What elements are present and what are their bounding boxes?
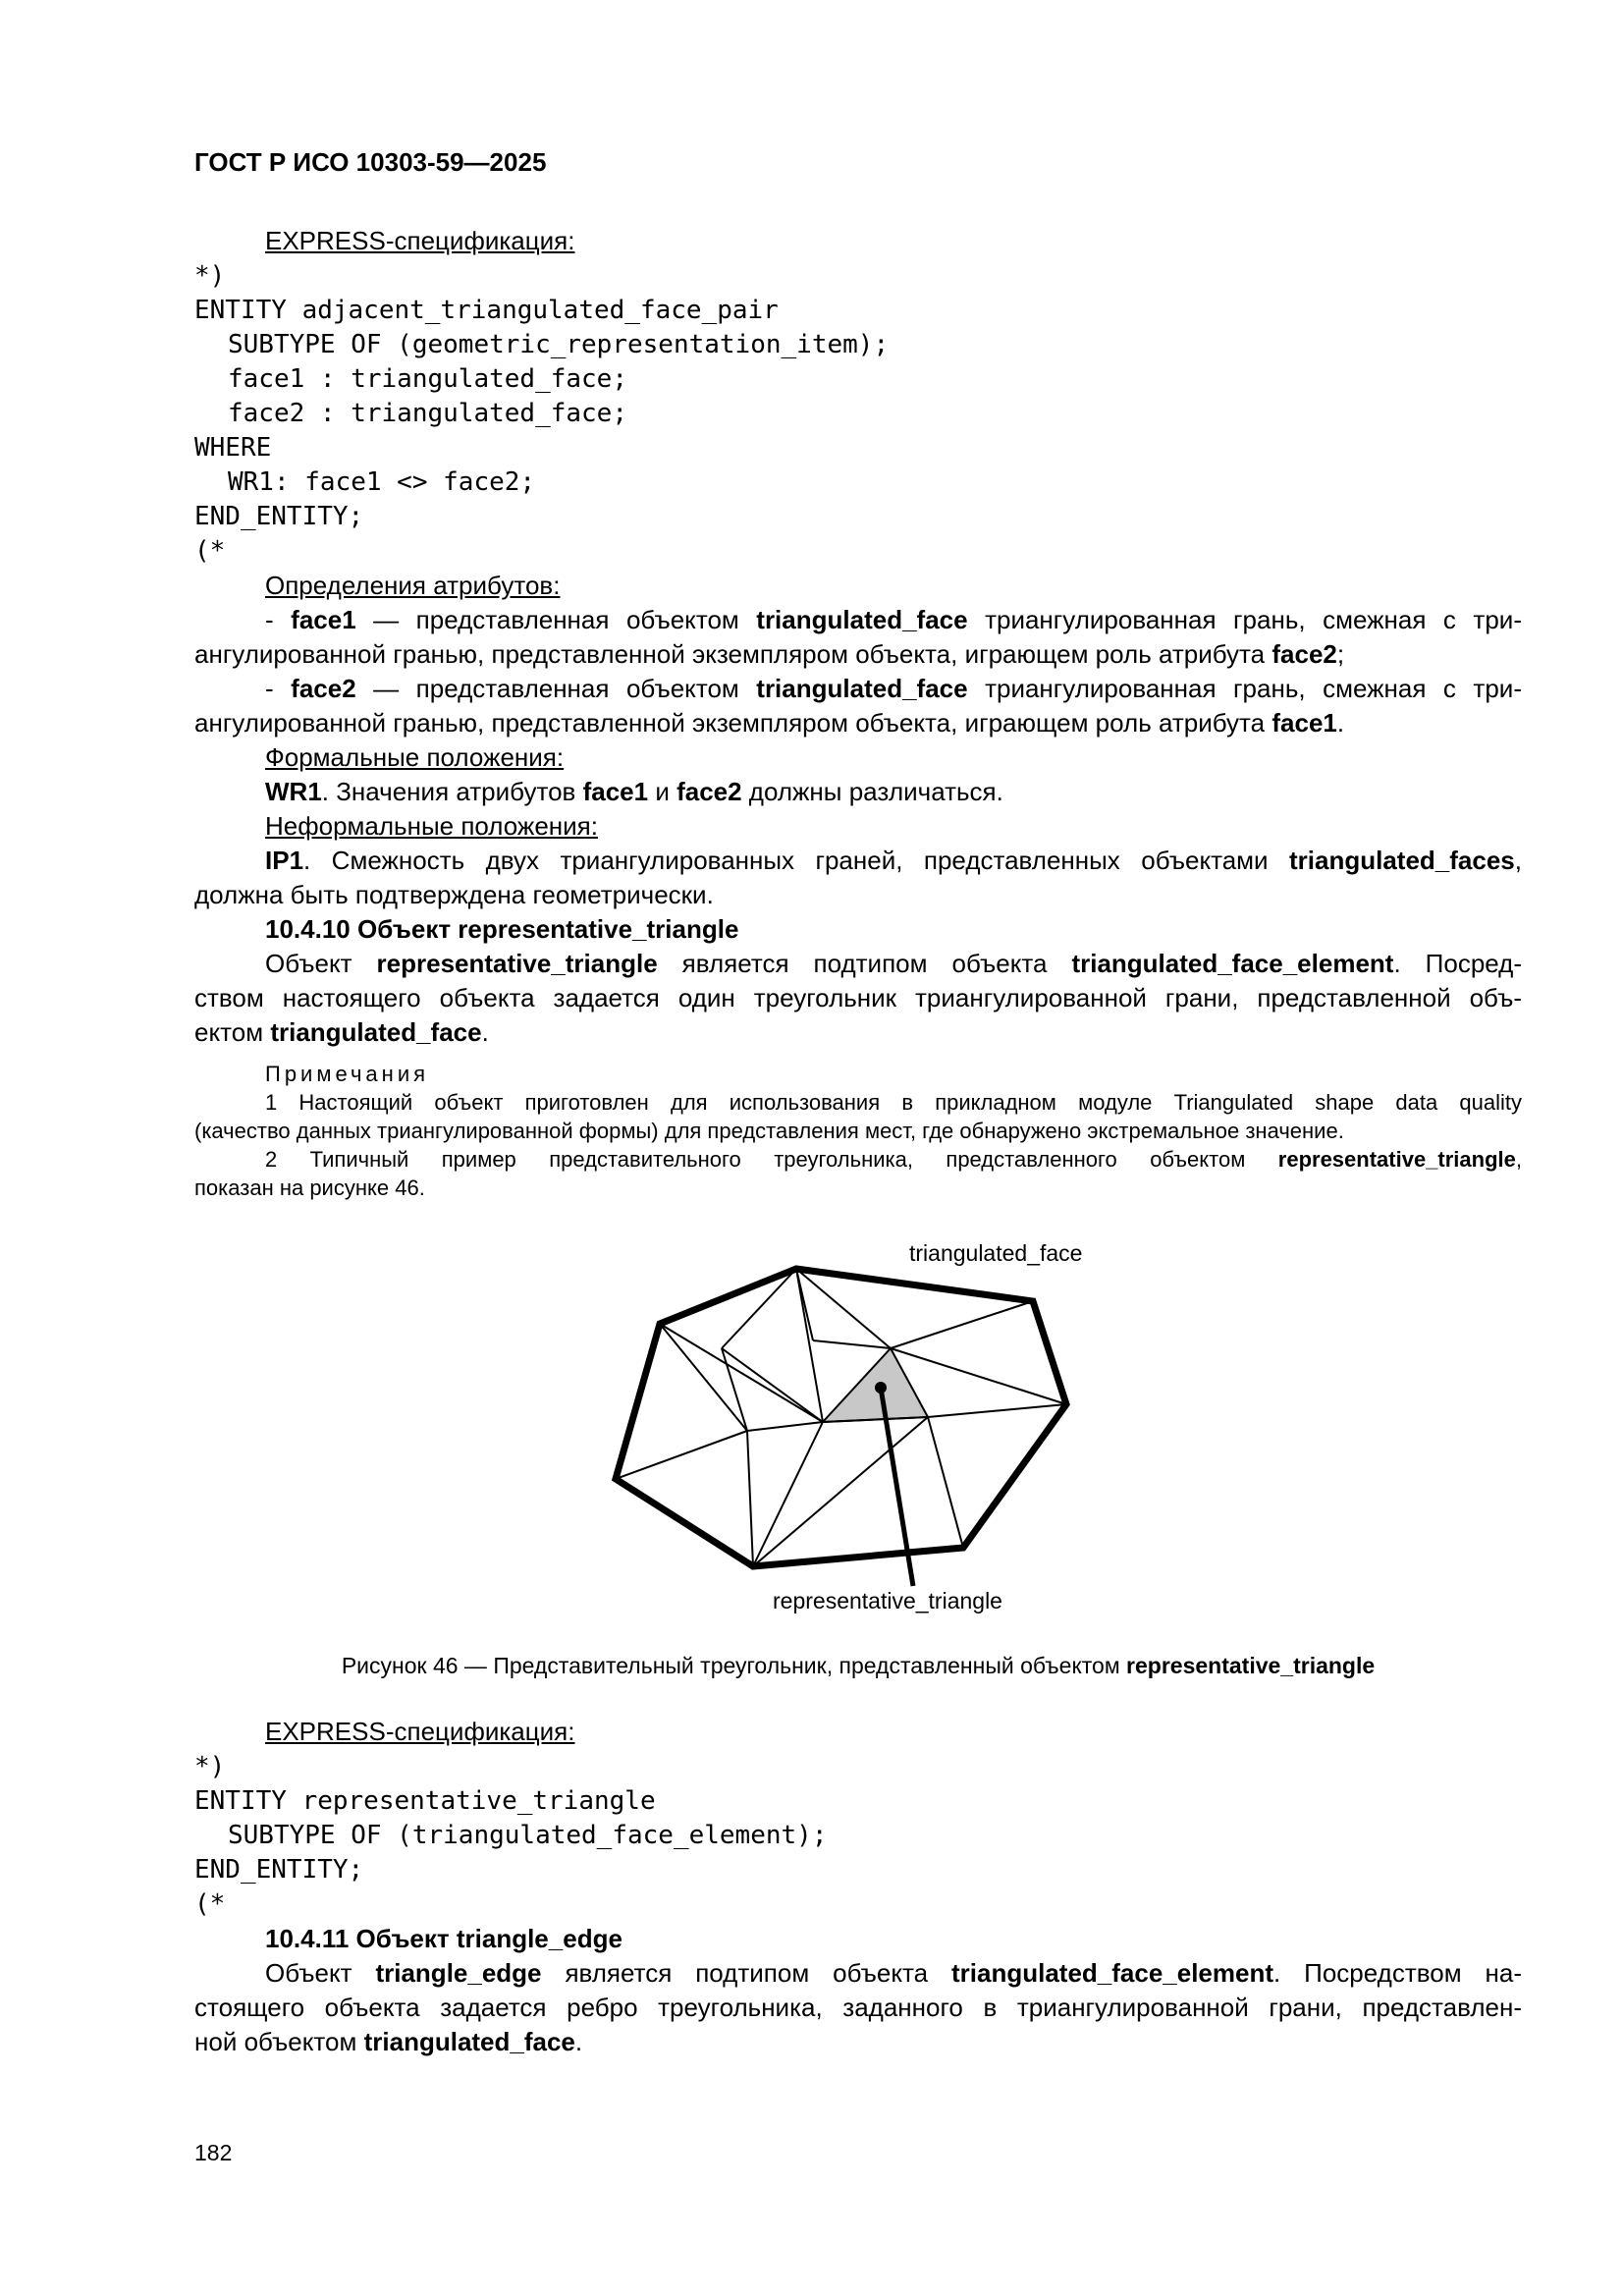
section-10-4-11-line2: стоящего объекта задается ребро треугольника, заданного в триангулированной грани, представлен- bbox=[194, 1993, 1522, 2022]
note-1-line2: (качество данных триангулированной формы) для представления мест, где обнаружено экстремальное значение. bbox=[194, 1119, 1344, 1143]
note-1-line1: 1 Настоящий объект приготовлен для использования в прикладном модуле Triangulated shape data quality bbox=[265, 1090, 1522, 1115]
informal-rule-line2: должна быть подтверждена геометрически. bbox=[194, 880, 714, 909]
attr-face2-line2: ангулированной гранью, представленной экземпляром объекта, играющем роль атрибута face1. bbox=[194, 708, 1345, 738]
code-line: face2 : triangulated_face; bbox=[228, 399, 627, 428]
code-line: face1 : triangulated_face; bbox=[228, 364, 627, 394]
section-10-4-11-line1: Объект triangle_edge является подтипом объекта triangulated_face_element. Посредством на- bbox=[265, 1958, 1522, 1988]
attributes-heading: Определения атрибутов: bbox=[265, 571, 561, 600]
note-2-line2: показан на рисунке 46. bbox=[194, 1175, 425, 1200]
attr-face1-line2: ангулированной гранью, представленной экземпляром объекта, играющем роль атрибута face2; bbox=[194, 639, 1345, 669]
informal-heading: Неформальные положения: bbox=[265, 811, 598, 841]
page-number: 182 bbox=[194, 2140, 233, 2165]
representative-triangle-shape bbox=[823, 1348, 928, 1422]
formal-rule: WR1. Значения атрибутов face1 и face2 должны различаться. bbox=[265, 777, 1003, 806]
document-header: ГОСТ Р ИСО 10303-59—2025 bbox=[194, 147, 547, 177]
express-spec-label-2: EXPRESS-спецификация: bbox=[265, 1717, 575, 1746]
figure-caption: Рисунок 46 — Представительный треугольник, представленный объектом representative_triangle bbox=[341, 1653, 1376, 1678]
code-line: SUBTYPE OF (geometric_representation_item); bbox=[228, 330, 890, 359]
code-line: (* bbox=[194, 536, 226, 566]
code-line: (* bbox=[194, 1889, 226, 1919]
triangulated-face-figure bbox=[589, 1228, 1139, 1620]
express-spec-label: EXPRESS-спецификация: bbox=[265, 226, 575, 255]
section-heading-10-4-11: 10.4.11 Объект triangle_edge bbox=[265, 1924, 622, 1953]
section-heading-10-4-10: 10.4.10 Объект representative_triangle bbox=[265, 914, 739, 944]
code-line: END_ENTITY; bbox=[194, 502, 364, 531]
code-line: ENTITY adjacent_triangulated_face_pair bbox=[194, 296, 779, 325]
code-line: *) bbox=[194, 1752, 226, 1781]
code-line: WR1: face1 <> face2; bbox=[228, 467, 536, 497]
section-10-4-10-line2: ством настоящего объекта задается один треугольник триангулированной грани, представленной объ- bbox=[194, 983, 1522, 1012]
attr-face2-line1: - face2 — представленная объектом triangulated_face триангулированная грань, смежная с три- bbox=[265, 674, 1522, 703]
code-line: *) bbox=[194, 261, 226, 291]
section-10-4-10-line3: ектом triangulated_face. bbox=[194, 1017, 489, 1047]
formal-heading: Формальные положения: bbox=[265, 742, 565, 772]
code-line: END_ENTITY; bbox=[194, 1855, 364, 1885]
attr-face1-line1: - face1 — представленная объектом triangulated_face триангулированная грань, смежная с три- bbox=[265, 605, 1522, 634]
section-10-4-10-line1: Объект representative_triangle является подтипом объекта triangulated_face_element. Посред- bbox=[265, 949, 1522, 978]
label-representative-triangle: representative_triangle bbox=[773, 1588, 1002, 1613]
informal-rule-line1: IP1. Смежность двух триангулированных граней, представленных объектами triangulated_faces, bbox=[265, 846, 1522, 875]
section-10-4-11-line3: ной объектом triangulated_face. bbox=[194, 2027, 583, 2056]
code-line: WHERE bbox=[194, 433, 272, 463]
notes-title: Примечания bbox=[265, 1062, 430, 1086]
note-2-line1: 2 Типичный пример представительного треугольника, представленного объектом representative_triangle, bbox=[265, 1147, 1522, 1172]
label-triangulated-face: triangulated_face bbox=[909, 1240, 1083, 1266]
code-line: ENTITY representative_triangle bbox=[194, 1786, 656, 1816]
code-line: SUBTYPE OF (triangulated_face_element); bbox=[228, 1821, 828, 1850]
